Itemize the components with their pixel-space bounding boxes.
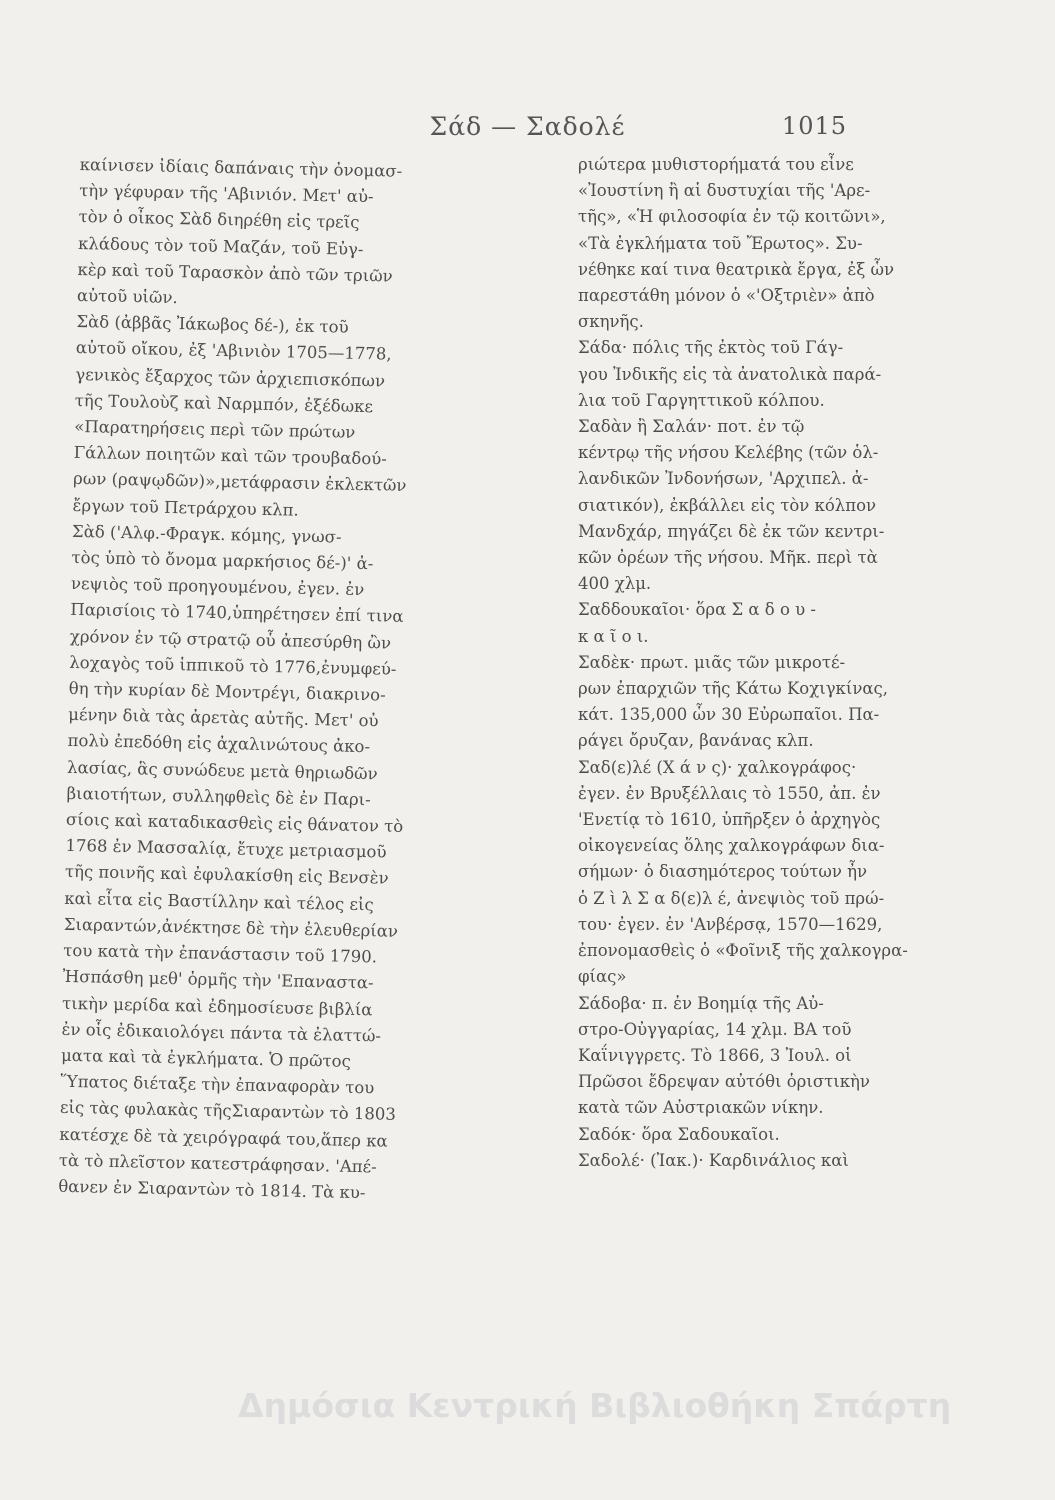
text-line: ρων ἐπαρχιῶν τῆς Κάτω Κοχιγκίνας, [578, 679, 888, 699]
text-line: γου Ἰνδικῆς εἰς τὰ ἀνατολικὰ παρά- [578, 364, 882, 384]
text-line: «Τὰ ἐγκλήματα τοῦ Ἔρωτος». Συ- [578, 233, 863, 253]
text-line: του· ἐγεν. ἐν 'Ανβέρσᾳ, 1570—1629, [578, 914, 883, 934]
text-line: χρόνον ἐν τῷ στρατῷ οὗ ἀπεσύρθη ὢν [69, 626, 392, 653]
text-line: σίοις καὶ καταδικασθεὶς εἰς θάνατον τὸ [65, 809, 404, 836]
text-line: γενικὸς ἔξαρχος τῶν ἀρχιεπισκόπων [75, 364, 386, 391]
text-line: κάτ. 135,000 ὧν 30 Εὐρωπαῖοι. Πα- [578, 705, 880, 725]
text-line: Καΐνιγγρετς. Τὸ 1866, 3 Ἰουλ. οἱ [578, 1045, 852, 1065]
text-line: κ α ῖ ο ι. [578, 626, 649, 646]
page-number: 1015 [781, 112, 847, 140]
library-watermark: Δημόσια Κεντρική Βιβλιοθήκη Σπάρτη [238, 1386, 952, 1425]
text-line: εἰς τὰς φυλακὰς τῆςΣιαραντὼν τὸ 1803 [59, 1098, 397, 1125]
text-line: κατέσχε δὲ τὰ χειρόγραφά του,ἅπερ κα [59, 1124, 388, 1151]
text-line: τικὴν μερίδα καὶ ἐδημοσίευσε βιβλία [61, 993, 373, 1019]
text-line: λοχαγὸς τοῦ ἱππικοῦ τὸ 1776,ἐνυμφεύ- [69, 652, 397, 679]
text-line: Σάδοβα· π. ἐν Βοημίᾳ τῆς Αὐ- [578, 993, 824, 1013]
text-line: κατὰ τῶν Αὐστριακῶν νίκην. [578, 1098, 824, 1118]
text-line: Πρῶσοι ἔδρεψαν αὐτόθι ὁριστικὴν [578, 1072, 870, 1092]
text-line: αὐτοῦ υἱῶν. [76, 285, 178, 308]
text-line: σιατικόν), ἐκβάλλει εἰς τὸν κόλπον [578, 495, 877, 515]
text-line: 1768 ἐν Μασσαλίᾳ, ἔτυχε μετριασμοῦ [65, 836, 387, 862]
text-line: 'Ενετίᾳ τὸ 1610, ὑπῆρξεν ὁ ἀρχηγὸς [578, 810, 881, 830]
text-line: τῆς ποινῆς καὶ ἐφυλακίσθη εἰς Βενσὲν [64, 862, 389, 889]
text-line: σκηνῆς. [578, 312, 644, 332]
right-column [578, 152, 908, 1174]
text-line: τῆς Τουλοὺζ καὶ Ναρμπόν, ἐξέδωκε [74, 390, 374, 417]
left-column [58, 152, 440, 1207]
text-line: φίας» [578, 967, 627, 987]
text-line: οἰκογενείας ὅλης χαλκογράφων δια- [578, 836, 885, 856]
text-line: σήμων· ὁ διασημότερος τούτων ἦν [578, 862, 868, 882]
text-line: ματα καὶ τὰ ἐγκλήματα. Ὁ πρῶτος [60, 1045, 352, 1071]
text-line: λασίας, ἃς συνώδευε μετὰ θηριωδῶν [66, 757, 378, 784]
text-line: Σὰδ ('Αλφ.-Φραγκ. κόμης, γνωσ- [71, 521, 342, 547]
text-line: τὸς ὑπὸ τὸ ὄνομα μαρκήσιος δέ-)' ἀ- [71, 547, 374, 574]
text-line: Ὕπατος διέταξε τὴν ἐπαναφορὰν του [60, 1071, 375, 1098]
text-line: κῶν ὀρέων τῆς νήσου. Μῆκ. περὶ τὰ [578, 548, 878, 568]
text-line: Σαδὰν ἢ Σαλάν· ποτ. ἐν τῷ [578, 417, 805, 437]
text-line: λια τοῦ Γαργηττικοῦ κόλπου. [578, 390, 825, 410]
text-line: Γάλλων ποιητῶν καὶ τῶν τρουβαδού- [73, 443, 388, 469]
text-line: «Παρατηρήσεις περὶ τῶν πρώτων [74, 416, 356, 442]
text-line: μένην διὰ τὰς ἀρετὰς αὐτῆς. Μετ' οὐ [68, 705, 379, 731]
text-line: κὲρ καὶ τοῦ Ταρασκὸν ἀπὸ τῶν τριῶν [77, 259, 393, 286]
text-line: τὴν γέφυραν τῆς 'Αβινιόν. Μετ' αὐ- [78, 181, 374, 207]
text-line: πολὺ ἐπεδόθη εἰς ἀχαλινώτους ἀκο- [67, 731, 371, 757]
text-line: Σιαραντών,ἀνέκτησε δὲ τὴν ἐλευθερίαν [63, 914, 399, 941]
text-line: ἐγεν. ἐν Βρυξέλλαις τὸ 1550, ἀπ. ἐν [578, 783, 881, 803]
text-line: παρεστάθη μόνον ὁ «'Οξτριὲν» ἀπὸ [578, 286, 875, 306]
text-line: αὐτοῦ οἴκου, ἐξ 'Αβινιὸν 1705—1778, [75, 338, 392, 364]
text-line: καίνισεν ἰδίαις δαπάναις τὴν ὀνομασ- [79, 154, 403, 181]
text-line: θανεν ἐν Σιαραντὼν τὸ 1814. Τὰ κυ- [58, 1176, 366, 1203]
text-line: ράγει ὄρυζαν, βανάνας κλπ. [578, 731, 814, 751]
text-line: νεψιὸς τοῦ προηγουμένου, ἐγεν. ἐν [70, 574, 365, 600]
text-line: Σαδὲκ· πρωτ. μιᾶς τῶν μικροτέ- [578, 652, 846, 672]
text-line: κέντρῳ τῆς νήσου Κελέβης (τῶν ὁλ- [578, 443, 879, 463]
text-line: Σαδολέ· (Ἰακ.)· Καρδινάλιος καὶ [578, 1150, 849, 1170]
text-line: κλάδους τὸν τοῦ Μαζάν, τοῦ Εὐγ- [77, 233, 364, 259]
text-line: τῆς», «Ἡ φιλοσοφία ἐν τῷ κοιτῶνι», [578, 207, 886, 227]
text-line: τὸν ὁ οἶκος Σὰδ διηρέθη εἰς τρεῖς [78, 207, 360, 233]
text-line: θη τὴν κυρίαν δὲ Μοντρέγι, διακρινο- [68, 678, 386, 705]
text-line: νέθηκε καί τινα θεατρικὰ ἔργα, ἐξ ὧν [578, 259, 895, 279]
text-line: Σαδ(ε)λέ (Χ ά ν ς)· χαλκογράφος· [578, 757, 857, 777]
text-line: τὰ τὸ πλεῖστον κατεστράφησαν. 'Απέ- [58, 1150, 377, 1177]
text-line: «Ἰουστίνη ἢ αἱ δυστυχίαι τῆς 'Αρε- [578, 181, 871, 201]
text-line: ὁ Ζ ὶ λ Σ α δ(ε)λ έ, ἀνεψιὸς τοῦ πρώ- [578, 888, 885, 908]
text-line: καὶ εἶτα εἰς Βαστίλλην καὶ τέλος εἰς [64, 888, 374, 915]
text-line: Μανδχάρ, πηγάζει δὲ ἐκ τῶν κεντρι- [578, 521, 885, 541]
text-line: ἔργων τοῦ Πετράρχου κλπ. [72, 495, 299, 520]
text-line: 400 χλμ. [578, 574, 652, 594]
running-title: Σάδ — Σαδολέ [429, 112, 626, 141]
text-line: ρων (ραψῳδῶν)»,μετάφρασιν ἐκλεκτῶν [72, 469, 407, 496]
text-line: Σάδα· πόλις τῆς ἐκτὸς τοῦ Γάγ- [578, 338, 844, 358]
text-line: ἐπονομασθεὶς ὁ «Φοῖνιξ τῆς χαλκογρα- [578, 941, 908, 961]
text-line: βιαιοτήτων, συλληφθεὶς δὲ ἐν Παρι- [66, 783, 371, 810]
text-line: Σὰδ (ἀββᾶς Ἰάκωβος δέ-), ἐκ τοῦ [76, 312, 349, 337]
text-line: του κατὰ τὴν ἐπανάστασιν τοῦ 1790. [63, 940, 378, 967]
text-line: Ἠσπάσθη μεθ' ὁρμῆς τὴν 'Επαναστα- [62, 967, 374, 993]
text-line: στρο-Οὐγγαρίας, 14 χλμ. ΒΑ τοῦ [578, 1019, 852, 1039]
text-line: λανδικῶν Ἰνδονήσων, 'Αρχιπελ. ἀ- [578, 469, 869, 489]
text-line: Σαδδουκαῖοι· ὅρα Σ α δ ο υ - [578, 600, 816, 620]
text-line: ριώτερα μυθιστορήματά του εἶνε [578, 155, 854, 174]
text-line: Παρισίοις τὸ 1740,ὑπηρέτησεν ἐπί τινα [70, 600, 404, 627]
text-line: Σαδόκ· ὅρα Σαδουκαῖοι. [578, 1124, 780, 1144]
text-line: ἐν οἷς ἐδικαιολόγει πάντα τὰ ἐλαττώ- [61, 1019, 382, 1046]
